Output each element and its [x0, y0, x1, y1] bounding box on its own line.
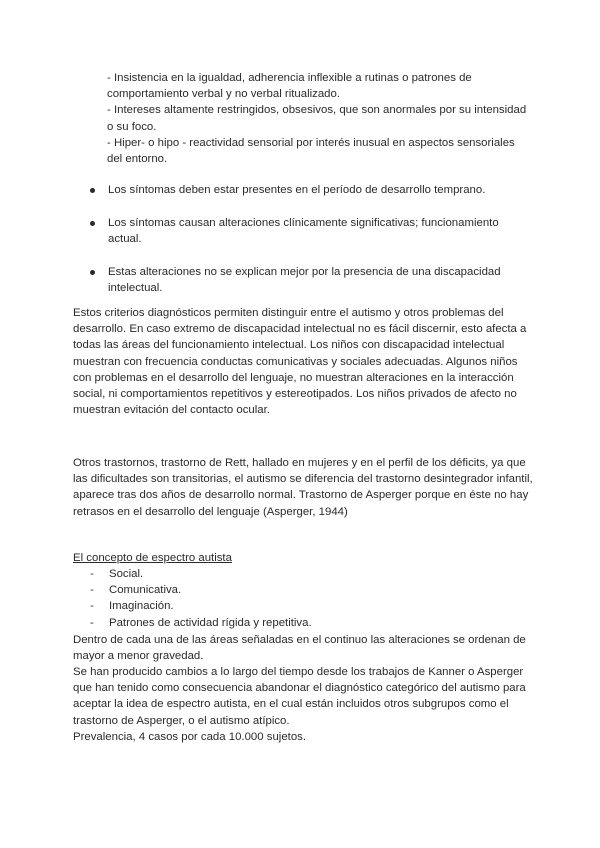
bullet-text: Los síntomas causan alteraciones clínicamente significativas; funcionamiento actual.	[108, 217, 499, 246]
bullet-text: Estas alteraciones no se explican mejor por la presencia de una discapacidad intelectual.	[108, 266, 501, 295]
list-item	[90, 598, 490, 614]
sub-item-interests: - Intereses altamente restringidos, obsesivos, que son anormales por su intensidad o su foco.	[107, 104, 527, 133]
section-heading-autism-spectrum: El concepto de espectro autista	[73, 552, 232, 564]
criteria-sub-list	[107, 70, 527, 167]
bullet-dot-icon	[90, 188, 95, 193]
dash-marker: -	[90, 584, 94, 597]
dash-marker: -	[90, 568, 94, 580]
paragraph-prevalence: Prevalencia, 4 casos por cada 10.000 sujetos.	[73, 731, 307, 743]
list-item-text: Social.	[109, 568, 144, 580]
dash-marker: -	[90, 616, 94, 629]
list-item	[90, 615, 490, 631]
bullet-dot-icon	[90, 270, 95, 275]
list-item	[90, 566, 490, 582]
paragraph-spectrum-change: Se han producido cambios a lo largo del tiempo desde los trabajos de Kanner o Asperger que han tenido como consecuencia abandonar el diagnóstico categórico del autismo para aceptar la idea de espectro autista, en el cual están incluidos otros subgrupos como el trastorno de Asperger, o el autismo atípico.	[73, 666, 526, 727]
paragraph-differential-diagnosis: Estos criterios diagnósticos permiten distinguir entre el autismo y otros problemas del desarrollo. En caso extremo de discapacidad intelectual no es fácil discernir, esto afecta a todas las áreas del funcionamiento intelectual. Los niños con discapacidad intelectual muestran con frecuencia conductas comunicativas y sociales adecuadas. Algunos niños con problemas en el desarrollo del lenguaje, no muestran alteraciones en la interacción social, ni comportamientos repetitivos y estereotipados. Los niños privados de afecto no muestran evitación del contacto ocular.	[73, 307, 527, 417]
list-item-text: Patrones de actividad rígida y repetitiva.	[109, 616, 312, 629]
paragraph-continuum: Dentro de cada una de las áreas señaladas en el continuo las alteraciones se ordenan de mayor a menor gravedad.	[73, 634, 526, 663]
list-item-text: Imaginación.	[109, 600, 174, 613]
dash-marker: -	[90, 600, 94, 613]
spectrum-areas-list	[90, 566, 490, 631]
list-item-text: Comunicativa.	[109, 584, 182, 597]
paragraph-other-disorders: Otros trastornos, trastorno de Rett, hallado en mujeres y en el perfil de los déficits, ya que las dificultades son transitorias, el autismo se diferencia del trastorno desintegrador infantil, aparece tras dos años de desarrollo normal. Trastorno de Asperger porque en éste no hay retrasos en el desarrollo del lenguaje (Asperger, 1944)	[73, 457, 533, 518]
list-item	[90, 582, 490, 598]
sub-item-sameness: - Insistencia en la igualdad, adherencia inflexible a rutinas o patrones de comportamiento verbal y no verbal ritualizado.	[107, 72, 472, 101]
bullet-text: Los síntomas deben estar presentes en el período de desarrollo temprano.	[108, 184, 486, 196]
bullet-dot-icon	[90, 221, 95, 226]
sub-item-sensory: - Hiper- o hipo - reactividad sensorial por interés inusual en aspectos sensoriales del entorno.	[107, 136, 515, 166]
